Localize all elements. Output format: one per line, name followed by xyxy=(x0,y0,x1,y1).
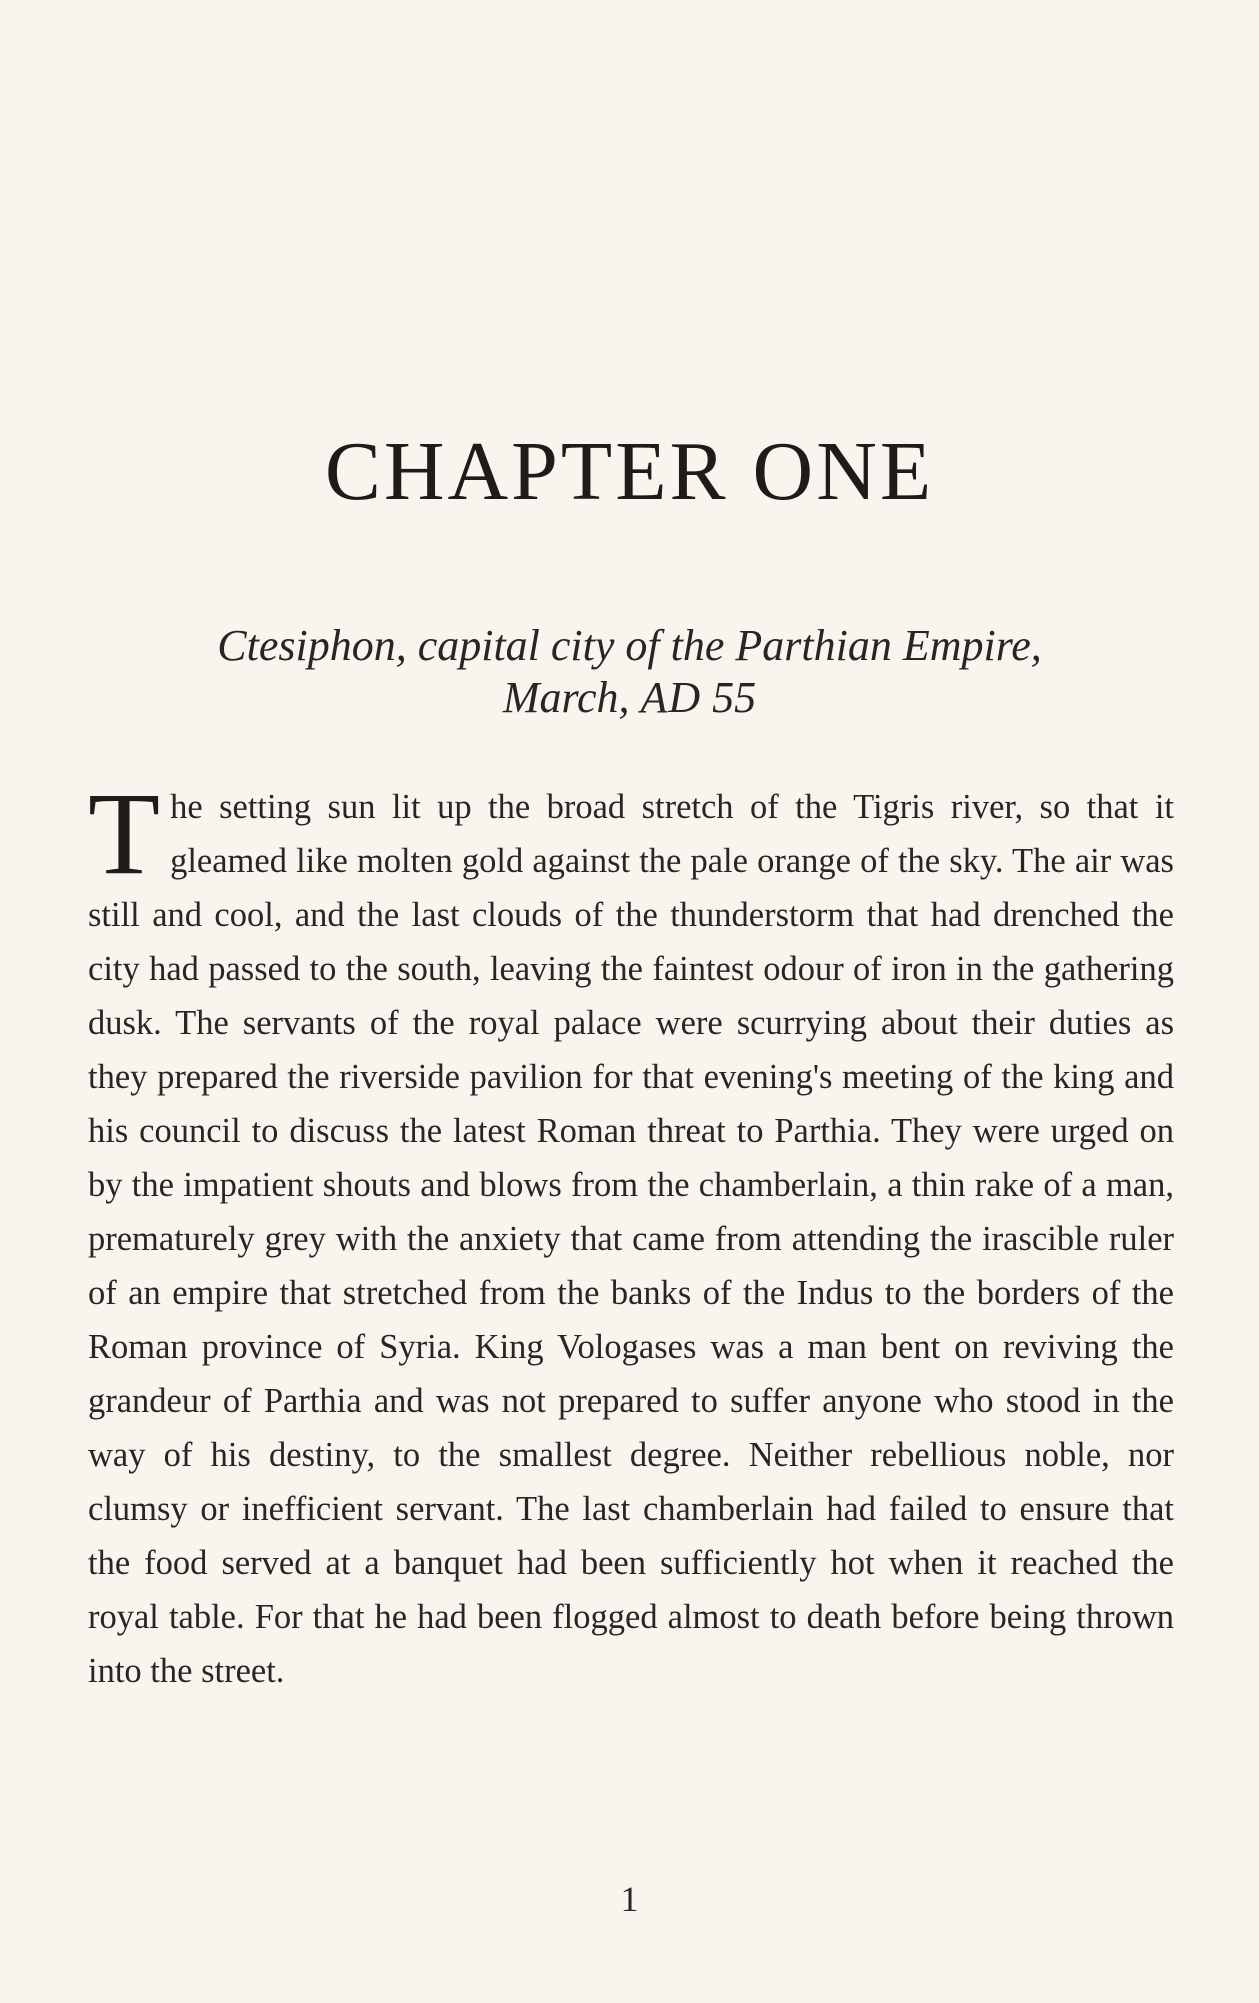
chapter-location xyxy=(0,620,1259,724)
location-era: AD xyxy=(640,673,702,722)
location-year: 55 xyxy=(701,673,757,722)
body-paragraph: he setting sun lit up the broad stretch of the Tigris river, so that it gleamed like molten gold against the pale orange of the sky. The air was still and cool, and the last clouds of the thunderstorm that had drenched the city had passed to the south, leaving the faintest odour of iron in the gathering dusk. The servants of the royal palace were scurrying about their duties as they prepared the riverside pavilion for that evening's meeting of the king and his council to discuss the latest Roman threat to Parthia. They were urged on by the impatient shouts and blows from the chamberlain, a thin rake of a man, prematurely grey with the anxiety that came from attending the irascible ruler of an empire that stretched from the banks of the Indus to the borders of the Roman province of Syria. King Vologases was a man bent on reviving the grandeur of Parthia and was not prepared to suffer anyone who stood in the way of his destiny, to the smallest degree. Neither rebellious noble, nor clumsy or inefficient servant. The last chamberlain had failed to ensure that the food served at a banquet had been sufficiently hot when it reached the royal table. For that he had been flogged almost to death before being thrown into the street. xyxy=(88,788,1174,1690)
chapter-title: CHAPTER ONE xyxy=(324,425,935,518)
page-number: 1 xyxy=(620,1879,639,1919)
chapter-body-text xyxy=(88,768,1174,1698)
location-line-1: Ctesiphon, capital city of the Parthian Empire, xyxy=(217,621,1042,670)
location-line-2-prefix: March, xyxy=(502,673,641,722)
drop-cap: T xyxy=(88,768,161,899)
